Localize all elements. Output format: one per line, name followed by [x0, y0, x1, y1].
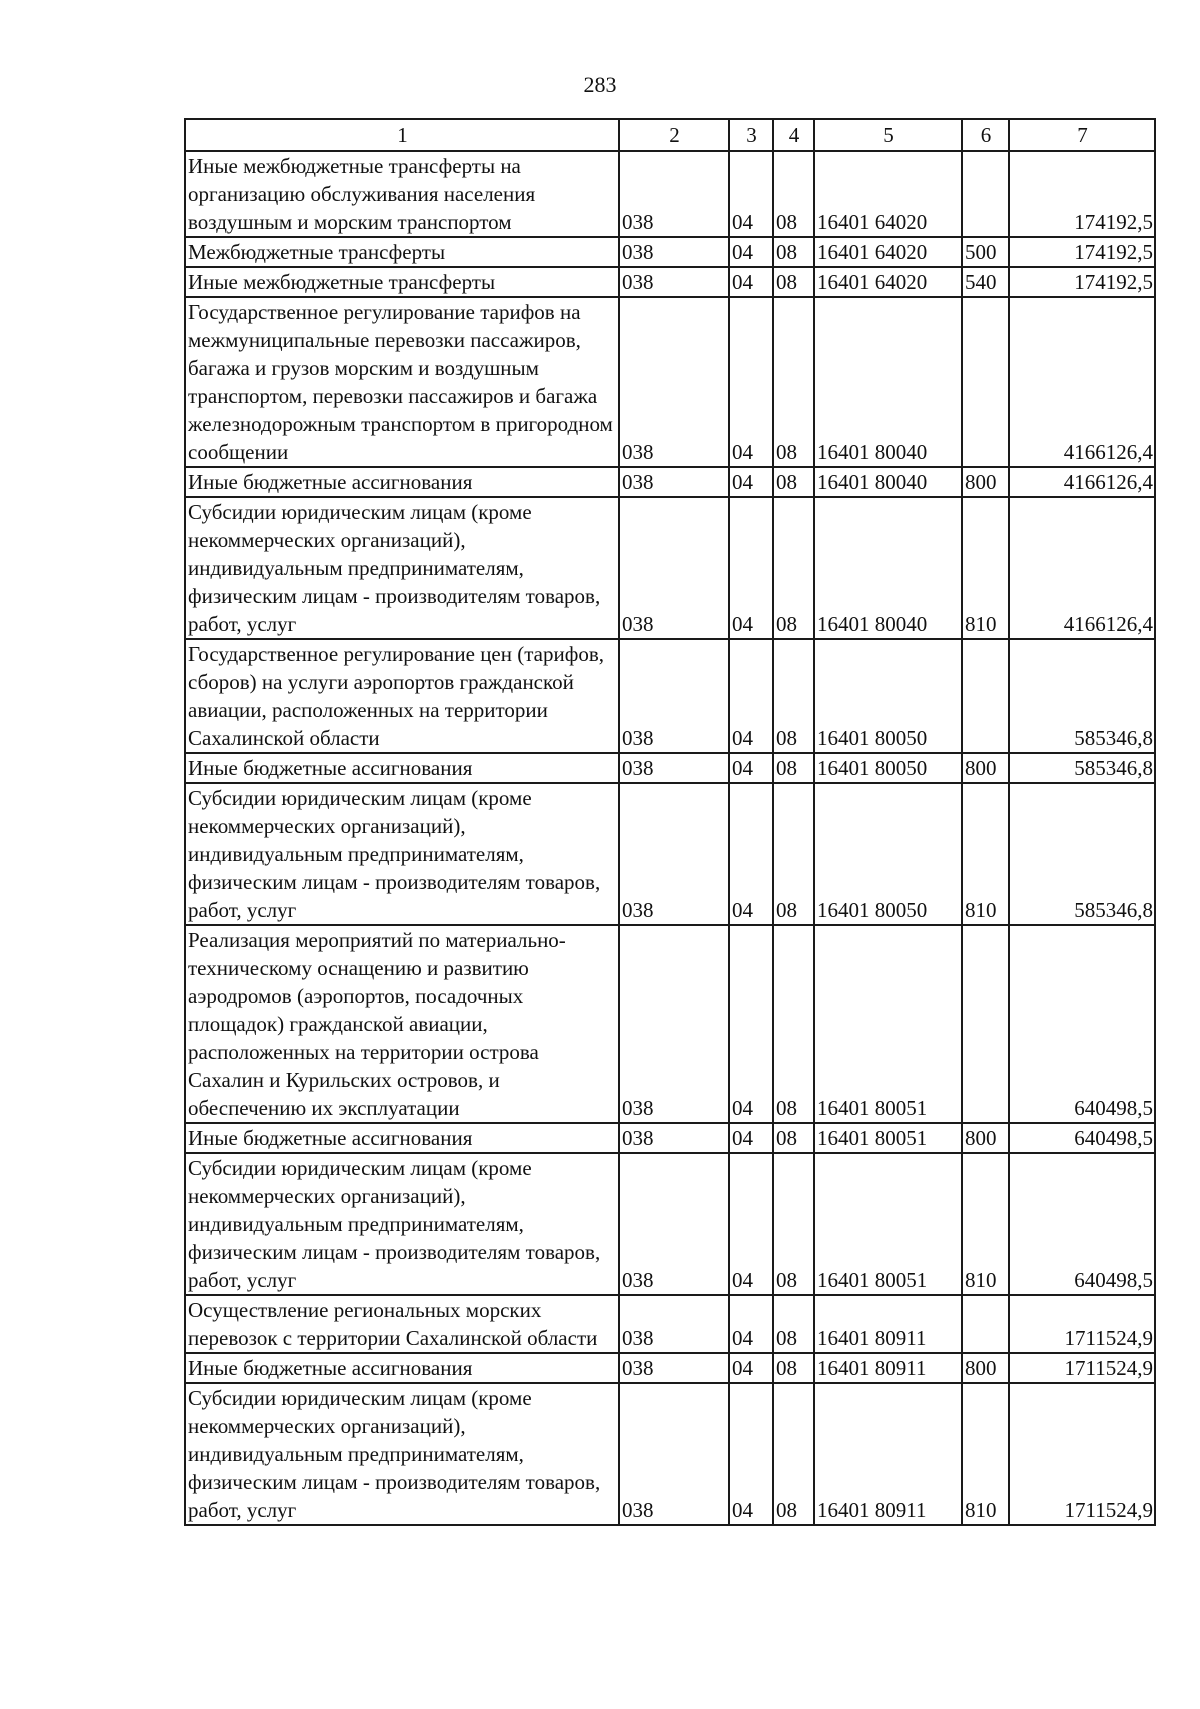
- target-article-code: 16401 64020: [814, 151, 962, 237]
- ministry-code: 038: [619, 1295, 729, 1353]
- amount: 174192,5: [1009, 237, 1155, 267]
- section-code: 04: [729, 237, 773, 267]
- target-article-code: 16401 64020: [814, 237, 962, 267]
- target-article-code: 16401 80050: [814, 753, 962, 783]
- amount: 1711524,9: [1009, 1383, 1155, 1525]
- amount: 1711524,9: [1009, 1295, 1155, 1353]
- table-row: [185, 1153, 1155, 1295]
- subsection-code: 08: [773, 237, 814, 267]
- ministry-code: 038: [619, 1383, 729, 1525]
- ministry-code: 038: [619, 467, 729, 497]
- column-header: 4: [773, 119, 814, 151]
- subsection-code: 08: [773, 1353, 814, 1383]
- item-name: Субсидии юридическим лицам (кроме некоммерческих организаций), индивидуальным предпринимателям, физическим лицам - производителям товаров, работ, услуг: [185, 1383, 619, 1525]
- ministry-code: 038: [619, 753, 729, 783]
- table-row: [185, 497, 1155, 639]
- column-header: 7: [1009, 119, 1155, 151]
- item-name: Иные бюджетные ассигнования: [185, 1123, 619, 1153]
- expense-type-code: 810: [962, 1153, 1009, 1295]
- section-code: 04: [729, 783, 773, 925]
- amount: 4166126,4: [1009, 467, 1155, 497]
- subsection-code: 08: [773, 783, 814, 925]
- target-article-code: 16401 80040: [814, 297, 962, 467]
- subsection-code: 08: [773, 497, 814, 639]
- section-code: 04: [729, 753, 773, 783]
- ministry-code: 038: [619, 1123, 729, 1153]
- table-row: [185, 753, 1155, 783]
- amount: 174192,5: [1009, 267, 1155, 297]
- amount: 4166126,4: [1009, 297, 1155, 467]
- expense-type-code: 800: [962, 467, 1009, 497]
- subsection-code: 08: [773, 1383, 814, 1525]
- column-header: 3: [729, 119, 773, 151]
- item-name: Государственное регулирование цен (тарифов, сборов) на услуги аэропортов гражданской авиации, расположенных на территории Сахалинской области: [185, 639, 619, 753]
- target-article-code: 16401 80051: [814, 1153, 962, 1295]
- section-code: 04: [729, 467, 773, 497]
- section-code: 04: [729, 1153, 773, 1295]
- expense-type-code: 810: [962, 1383, 1009, 1525]
- budget-table: [184, 118, 1156, 1526]
- expense-type-code: 500: [962, 237, 1009, 267]
- expense-type-code: 800: [962, 1123, 1009, 1153]
- subsection-code: 08: [773, 297, 814, 467]
- section-code: 04: [729, 1383, 773, 1525]
- expense-type-code: [962, 297, 1009, 467]
- target-article-code: 16401 80911: [814, 1383, 962, 1525]
- amount: 585346,8: [1009, 783, 1155, 925]
- amount: 640498,5: [1009, 925, 1155, 1123]
- expense-type-code: 810: [962, 497, 1009, 639]
- ministry-code: 038: [619, 151, 729, 237]
- section-code: 04: [729, 1295, 773, 1353]
- amount: 1711524,9: [1009, 1353, 1155, 1383]
- section-code: 04: [729, 1353, 773, 1383]
- table-row: [185, 925, 1155, 1123]
- target-article-code: 16401 64020: [814, 267, 962, 297]
- table-row: [185, 783, 1155, 925]
- table-row: [185, 1123, 1155, 1153]
- section-code: 04: [729, 639, 773, 753]
- item-name: Субсидии юридическим лицам (кроме некоммерческих организаций), индивидуальным предпринимателям, физическим лицам - производителям товаров, работ, услуг: [185, 497, 619, 639]
- amount: 585346,8: [1009, 753, 1155, 783]
- table-row: [185, 1383, 1155, 1525]
- ministry-code: 038: [619, 783, 729, 925]
- item-name: Иные бюджетные ассигнования: [185, 467, 619, 497]
- section-code: 04: [729, 297, 773, 467]
- amount: 640498,5: [1009, 1153, 1155, 1295]
- item-name: Реализация мероприятий по материально-техническому оснащению и развитию аэродромов (аэропортов, посадочных площадок) гражданской авиации, расположенных на территории острова Сахалин и Курильских островов, и обеспечению их эксплуатации: [185, 925, 619, 1123]
- ministry-code: 038: [619, 497, 729, 639]
- expense-type-code: 540: [962, 267, 1009, 297]
- column-header: 2: [619, 119, 729, 151]
- ministry-code: 038: [619, 1153, 729, 1295]
- header-row: [185, 119, 1155, 151]
- target-article-code: 16401 80911: [814, 1295, 962, 1353]
- subsection-code: 08: [773, 467, 814, 497]
- expense-type-code: 810: [962, 783, 1009, 925]
- subsection-code: 08: [773, 267, 814, 297]
- subsection-code: 08: [773, 1123, 814, 1153]
- expense-type-code: [962, 151, 1009, 237]
- item-name: Межбюджетные трансферты: [185, 237, 619, 267]
- table-row: [185, 639, 1155, 753]
- expense-type-code: 800: [962, 1353, 1009, 1383]
- ministry-code: 038: [619, 1353, 729, 1383]
- subsection-code: 08: [773, 925, 814, 1123]
- table-row: [185, 297, 1155, 467]
- expense-type-code: 800: [962, 753, 1009, 783]
- expense-type-code: [962, 639, 1009, 753]
- item-name: Иные бюджетные ассигнования: [185, 753, 619, 783]
- item-name: Иные бюджетные ассигнования: [185, 1353, 619, 1383]
- target-article-code: 16401 80911: [814, 1353, 962, 1383]
- target-article-code: 16401 80051: [814, 925, 962, 1123]
- item-name: Государственное регулирование тарифов на межмуниципальные перевозки пассажиров, багажа и грузов морским и воздушным транспортом, перевозки пассажиров и багажа железнодорожным транспортом в пригородном сообщении: [185, 297, 619, 467]
- subsection-code: 08: [773, 1153, 814, 1295]
- item-name: Субсидии юридическим лицам (кроме некоммерческих организаций), индивидуальным предпринимателям, физическим лицам - производителям товаров, работ, услуг: [185, 1153, 619, 1295]
- table-row: [185, 151, 1155, 237]
- table-row: [185, 237, 1155, 267]
- target-article-code: 16401 80051: [814, 1123, 962, 1153]
- amount: 585346,8: [1009, 639, 1155, 753]
- table-row: [185, 467, 1155, 497]
- section-code: 04: [729, 497, 773, 639]
- table-row: [185, 267, 1155, 297]
- ministry-code: 038: [619, 237, 729, 267]
- expense-type-code: [962, 925, 1009, 1123]
- item-name: Осуществление региональных морских перевозок с территории Сахалинской области: [185, 1295, 619, 1353]
- amount: 4166126,4: [1009, 497, 1155, 639]
- item-name: Субсидии юридическим лицам (кроме некоммерческих организаций), индивидуальным предпринимателям, физическим лицам - производителям товаров, работ, услуг: [185, 783, 619, 925]
- subsection-code: 08: [773, 1295, 814, 1353]
- item-name: Иные межбюджетные трансферты на организацию обслуживания населения воздушным и морским транспортом: [185, 151, 619, 237]
- column-header: 6: [962, 119, 1009, 151]
- ministry-code: 038: [619, 639, 729, 753]
- table-row: [185, 1353, 1155, 1383]
- amount: 174192,5: [1009, 151, 1155, 237]
- column-header: 1: [185, 119, 619, 151]
- target-article-code: 16401 80040: [814, 497, 962, 639]
- section-code: 04: [729, 1123, 773, 1153]
- target-article-code: 16401 80050: [814, 783, 962, 925]
- target-article-code: 16401 80040: [814, 467, 962, 497]
- subsection-code: 08: [773, 639, 814, 753]
- subsection-code: 08: [773, 753, 814, 783]
- ministry-code: 038: [619, 297, 729, 467]
- page-number: 283: [583, 72, 617, 97]
- target-article-code: 16401 80050: [814, 639, 962, 753]
- section-code: 04: [729, 925, 773, 1123]
- table-row: [185, 1295, 1155, 1353]
- column-header: 5: [814, 119, 962, 151]
- ministry-code: 038: [619, 267, 729, 297]
- ministry-code: 038: [619, 925, 729, 1123]
- section-code: 04: [729, 151, 773, 237]
- subsection-code: 08: [773, 151, 814, 237]
- section-code: 04: [729, 267, 773, 297]
- amount: 640498,5: [1009, 1123, 1155, 1153]
- item-name: Иные межбюджетные трансферты: [185, 267, 619, 297]
- expense-type-code: [962, 1295, 1009, 1353]
